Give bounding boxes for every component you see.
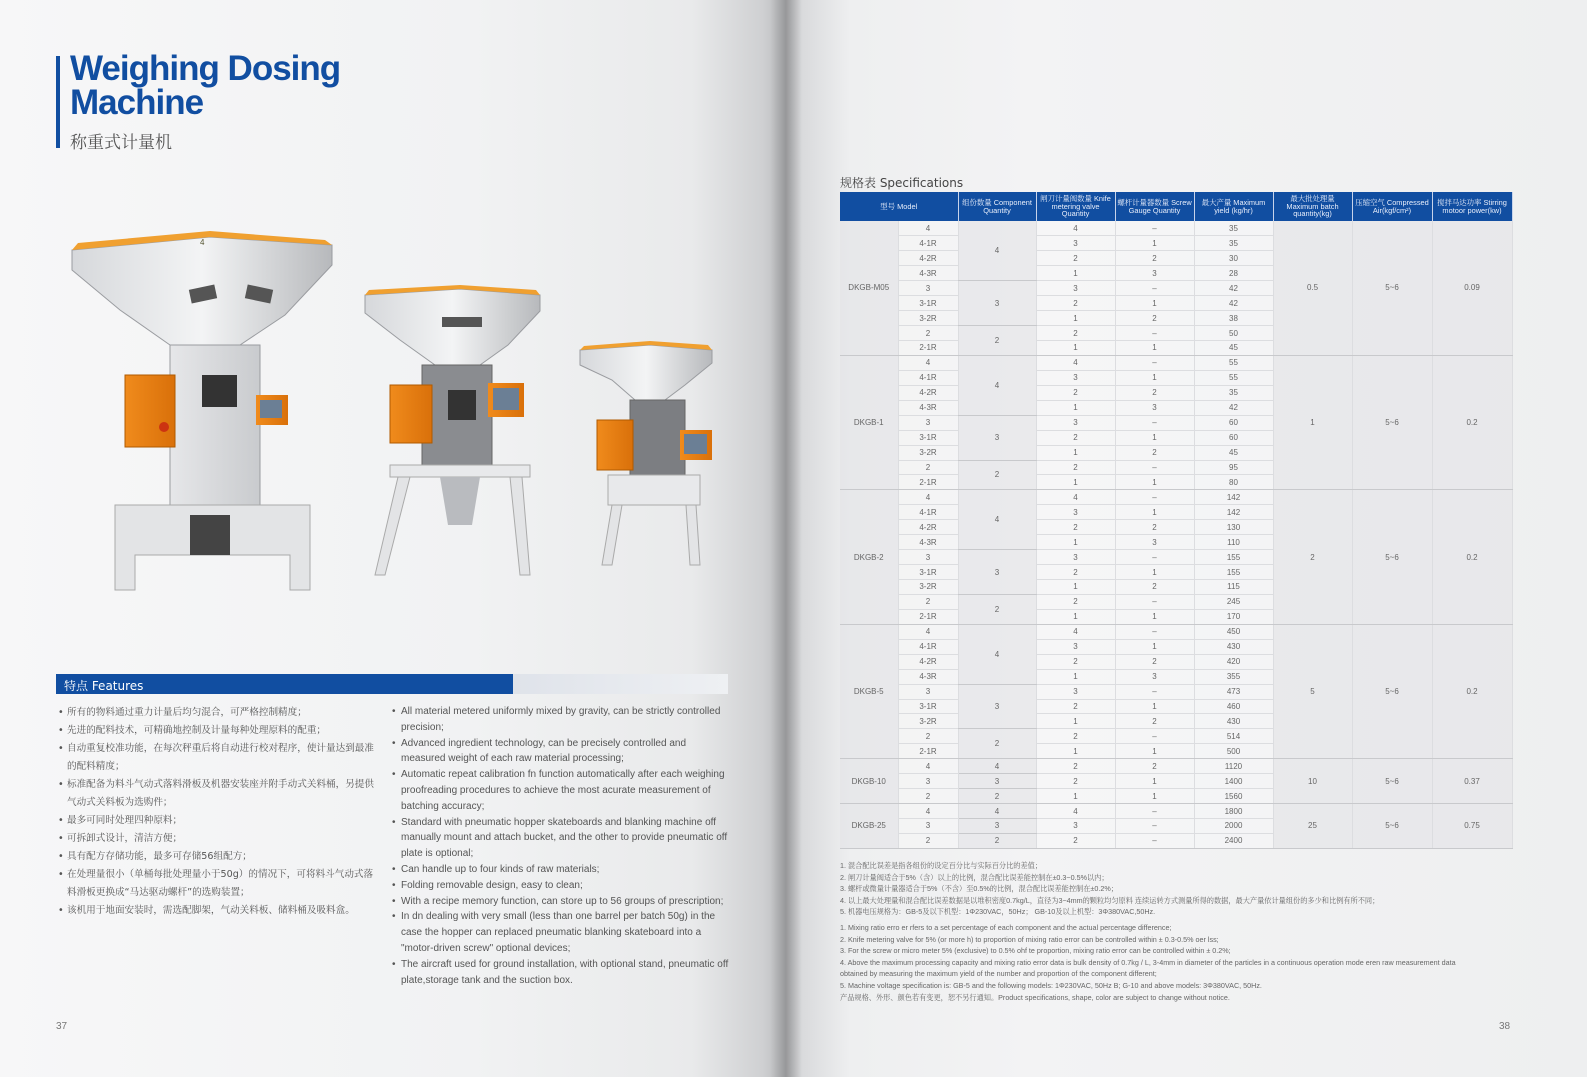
variant-cell: 3-2R (898, 311, 958, 326)
max-yield-cell: 245 (1194, 594, 1273, 609)
variant-cell: 2-1R (898, 475, 958, 490)
component-quantity-cell: 4 (958, 221, 1036, 281)
component-quantity-cell: 4 (958, 759, 1036, 774)
model-cell: DKGB-1 (840, 355, 898, 489)
note-en: 5. Machine voltage specification is: GB-5 and the following models: 1Φ230VAC, 50Hz B; G-10 and above models: 3Φ380VAC, 50Hz. (840, 980, 1262, 990)
knife-valve-cell: 1 (1036, 744, 1115, 759)
book-gutter-shadow (770, 0, 802, 1077)
header-compressed-air: 压缩空气 Compressed Air(kgf/cm²) (1352, 192, 1432, 221)
knife-valve-cell: 1 (1036, 341, 1115, 356)
max-yield-cell: 1800 (1194, 804, 1273, 819)
note-cn: 5. 机器电压规格为：GB-5及以下机型：1Φ230VAC，50Hz； GB-10及以上机型：3Φ380VAC,50Hz. (840, 907, 1156, 917)
model-cell: DKGB-5 (840, 624, 898, 758)
features-list-cn (58, 704, 376, 920)
screw-gauge-cell: – (1115, 326, 1194, 341)
max-yield-cell: 55 (1194, 355, 1273, 370)
variant-cell: 4-1R (898, 236, 958, 251)
component-quantity-cell: 3 (958, 819, 1036, 834)
feature-item: • Can handle up to four kinds of raw materials; (392, 862, 732, 878)
max-yield-cell: 38 (1194, 311, 1273, 326)
variant-cell: 3-1R (898, 430, 958, 445)
table-row (840, 624, 1512, 639)
max-yield-cell: 110 (1194, 535, 1273, 550)
knife-valve-cell: 1 (1036, 445, 1115, 460)
table-row (840, 221, 1512, 236)
variant-cell: 3 (898, 774, 958, 789)
knife-valve-cell: 3 (1036, 639, 1115, 654)
knife-valve-cell: 1 (1036, 475, 1115, 490)
max-yield-cell: 130 (1194, 520, 1273, 535)
max-yield-cell: 2000 (1194, 819, 1273, 834)
variant-cell: 4-3R (898, 266, 958, 281)
knife-valve-cell: 1 (1036, 400, 1115, 415)
note-en: 2. Knife metering valve for 5% (or more h) to proportion of mixing ratio error can be controlled within ± 0.3-0.5% oer lss; (840, 934, 1219, 944)
variant-cell: 3-1R (898, 565, 958, 580)
max-yield-cell: 50 (1194, 326, 1273, 341)
features-list-en (392, 704, 732, 988)
screw-gauge-cell: 1 (1115, 475, 1194, 490)
note-en: 1. Mixing ratio erro er rfers to a set percentage of each component and the actual percentage difference; (840, 922, 1172, 932)
knife-valve-cell: 3 (1036, 684, 1115, 699)
feature-item: • 自动重复校准功能，在每次秤重后将自动进行校对程序，使计量达到最准的配料精度； (58, 740, 376, 776)
specification-notes (840, 860, 1540, 1003)
max-yield-cell: 450 (1194, 624, 1273, 639)
max-yield-cell: 420 (1194, 654, 1273, 669)
screw-gauge-cell: 1 (1115, 370, 1194, 385)
screw-gauge-cell: – (1115, 460, 1194, 475)
screw-gauge-cell: – (1115, 729, 1194, 744)
max-yield-cell: 30 (1194, 251, 1273, 266)
compressed-air-cell: 5~6 (1352, 221, 1432, 355)
knife-valve-cell: 2 (1036, 430, 1115, 445)
max-yield-cell: 460 (1194, 699, 1273, 714)
max-yield-cell: 60 (1194, 415, 1273, 430)
knife-valve-cell: 3 (1036, 819, 1115, 834)
stirring-power-cell: 0.2 (1432, 355, 1512, 489)
variant-cell: 2-1R (898, 744, 958, 759)
title-line-1: Weighing Dosing (70, 49, 341, 88)
max-yield-cell: 35 (1194, 221, 1273, 236)
machine-illustrations (60, 215, 740, 615)
footer-note: 产品规格、外形、颜色若有变更，恕不另行通知。Product specifications, shape, color are subject to change without notice. (840, 992, 1230, 1002)
max-yield-cell: 473 (1194, 684, 1273, 699)
screw-gauge-cell: 2 (1115, 654, 1194, 669)
screw-gauge-cell: 1 (1115, 505, 1194, 520)
note-en: 4. Above the maximum processing capacity and mixing ratio error data is bulk density of 0.7kg / L, 3-4mm in diameter of the particles in a continuous operation mode eren raw measurement data (840, 957, 1456, 967)
max-yield-cell: 45 (1194, 445, 1273, 460)
screw-gauge-cell: 1 (1115, 639, 1194, 654)
knife-valve-cell: 1 (1036, 580, 1115, 595)
variant-cell: 4-3R (898, 400, 958, 415)
max-yield-cell: 60 (1194, 430, 1273, 445)
header-max-yield: 最大产量 Maximum yield (kg/hr) (1194, 192, 1273, 221)
knife-valve-cell: 2 (1036, 594, 1115, 609)
screw-gauge-cell: – (1115, 281, 1194, 296)
header-component-quantity: 组份数量 Component Quantity (958, 192, 1036, 221)
knife-valve-cell: 1 (1036, 609, 1115, 624)
knife-valve-cell: 4 (1036, 624, 1115, 639)
max-yield-cell: 142 (1194, 490, 1273, 505)
screw-gauge-cell: 1 (1115, 744, 1194, 759)
screw-gauge-cell: 3 (1115, 669, 1194, 684)
header-stirring-power: 搅拌马达功率 Stirring motoor power(kw) (1432, 192, 1512, 221)
screw-gauge-cell: 1 (1115, 236, 1194, 251)
variant-cell: 4-2R (898, 385, 958, 400)
feature-item: • Folding removable design, easy to clean; (392, 878, 732, 894)
compressed-air-cell: 5~6 (1352, 490, 1432, 624)
variant-cell: 3 (898, 281, 958, 296)
variant-cell: 2 (898, 460, 958, 475)
note-cn: 2. 闸刀计量阀适合于5%（含）以上的比例，混合配比误差能控制在±0.3~0.5%以内； (840, 872, 1109, 882)
max-yield-cell: 142 (1194, 505, 1273, 520)
screw-gauge-cell: – (1115, 415, 1194, 430)
max-yield-cell: 42 (1194, 400, 1273, 415)
screw-gauge-cell: – (1115, 833, 1194, 848)
knife-valve-cell: 1 (1036, 535, 1115, 550)
specifications-table (840, 192, 1513, 849)
header-screw-gauge: 螺杆计量器数量 Screw Gauge Quantity (1115, 192, 1194, 221)
screw-gauge-cell: – (1115, 684, 1194, 699)
knife-valve-cell: 2 (1036, 296, 1115, 311)
feature-item: • The aircraft used for ground installation, with optional stand, pneumatic off plate,storage tank and the suction box. (392, 957, 732, 989)
knife-valve-cell: 3 (1036, 505, 1115, 520)
feature-item: • All material metered uniformly mixed by gravity, can be strictly controlled precision; (392, 704, 732, 736)
feature-item: • 具有配方存储功能，最多可存储56组配方； (58, 848, 376, 866)
screw-gauge-cell: 1 (1115, 430, 1194, 445)
feature-item: • 所有的物料通过重力计量后均匀混合，可严格控制精度； (58, 704, 376, 722)
screw-gauge-cell: – (1115, 594, 1194, 609)
component-quantity-cell: 2 (958, 833, 1036, 848)
variant-cell: 2 (898, 729, 958, 744)
page-number-left: 37 (56, 1021, 68, 1032)
feature-item: • 先进的配料技术，可精确地控制及计量每种处理原料的配重； (58, 722, 376, 740)
screw-gauge-cell: – (1115, 550, 1194, 565)
knife-valve-cell: 2 (1036, 729, 1115, 744)
component-quantity-cell: 4 (958, 804, 1036, 819)
screw-gauge-cell: – (1115, 624, 1194, 639)
max-yield-cell: 1120 (1194, 759, 1273, 774)
feature-item: • 在处理量很小（单桶每批处理量小于50g）的情况下，可将料斗气动式落料滑板更换成“马达驱动螺杆”的选购装置； (58, 866, 376, 902)
max-yield-cell: 35 (1194, 236, 1273, 251)
screw-gauge-cell: 1 (1115, 774, 1194, 789)
component-quantity-cell: 3 (958, 281, 1036, 326)
max-yield-cell: 55 (1194, 370, 1273, 385)
variant-cell: 3-1R (898, 699, 958, 714)
knife-valve-cell: 3 (1036, 370, 1115, 385)
knife-valve-cell: 1 (1036, 669, 1115, 684)
screw-gauge-cell: 2 (1115, 445, 1194, 460)
knife-valve-cell: 4 (1036, 804, 1115, 819)
table-row (840, 490, 1512, 505)
max-yield-cell: 1400 (1194, 774, 1273, 789)
feature-item: • Standard with pneumatic hopper skateboards and blanking machine off manually mount and attach bucket, and the other to provide pneumatic off plate is optional; (392, 815, 732, 862)
note-cn: 4. 以上最大处理量和混合配比误差数据是以堆积密度0.7kg/L，直径为3~4mm的颗粒均匀原料 连续运转方式测量所得的数据，最大产量依计量组份的多少和比例有所不同； (840, 895, 1380, 905)
knife-valve-cell: 4 (1036, 490, 1115, 505)
variant-cell: 3 (898, 415, 958, 430)
max-yield-cell: 430 (1194, 639, 1273, 654)
model-cell: DKGB-10 (840, 759, 898, 804)
screw-gauge-cell: – (1115, 221, 1194, 236)
component-quantity-cell: 2 (958, 729, 1036, 759)
features-heading: 特点 Features (64, 679, 144, 693)
svg-text:4: 4 (200, 238, 205, 247)
note-cn: 1. 混合配比误差是指各组份的设定百分比与实际百分比的差值； (840, 861, 1043, 870)
table-header-row (840, 192, 1512, 221)
max-yield-cell: 42 (1194, 281, 1273, 296)
screw-gauge-cell: – (1115, 355, 1194, 370)
model-cell: DKGB-2 (840, 490, 898, 624)
variant-cell: 2 (898, 594, 958, 609)
screw-gauge-cell: 2 (1115, 251, 1194, 266)
page-title (70, 49, 341, 122)
feature-item: • Automatic repeat calibration fn function automatically after each weighing proofreading procedures to achieve the most acurate measurement of batching accuracy; (392, 767, 732, 814)
component-quantity-cell: 3 (958, 684, 1036, 729)
screw-gauge-cell: 1 (1115, 341, 1194, 356)
component-quantity-cell: 2 (958, 789, 1036, 804)
variant-cell: 4-1R (898, 639, 958, 654)
max-yield-cell: 170 (1194, 609, 1273, 624)
max-yield-cell: 45 (1194, 341, 1273, 356)
max-yield-cell: 80 (1194, 475, 1273, 490)
stirring-power-cell: 0.75 (1432, 804, 1512, 849)
machine-small (580, 341, 712, 565)
knife-valve-cell: 2 (1036, 759, 1115, 774)
screw-gauge-cell: 2 (1115, 580, 1194, 595)
stirring-power-cell: 0.2 (1432, 624, 1512, 758)
knife-valve-cell: 1 (1036, 714, 1115, 729)
component-quantity-cell: 2 (958, 326, 1036, 356)
variant-cell: 4-3R (898, 669, 958, 684)
machine-large (72, 231, 332, 590)
variant-cell: 3-1R (898, 296, 958, 311)
max-yield-cell: 28 (1194, 266, 1273, 281)
screw-gauge-cell: 2 (1115, 759, 1194, 774)
compressed-air-cell: 5~6 (1352, 804, 1432, 849)
knife-valve-cell: 2 (1036, 326, 1115, 341)
screw-gauge-cell: 2 (1115, 520, 1194, 535)
knife-valve-cell: 4 (1036, 355, 1115, 370)
feature-item: • 可拆卸式设计，清洁方便； (58, 830, 376, 848)
stirring-power-cell: 0.2 (1432, 490, 1512, 624)
knife-valve-cell: 1 (1036, 266, 1115, 281)
variant-cell: 4 (898, 759, 958, 774)
component-quantity-cell: 2 (958, 460, 1036, 490)
variant-cell: 4-1R (898, 505, 958, 520)
variant-cell: 4 (898, 490, 958, 505)
variant-cell: 2 (898, 326, 958, 341)
knife-valve-cell: 3 (1036, 415, 1115, 430)
component-quantity-cell: 3 (958, 415, 1036, 460)
knife-valve-cell: 4 (1036, 221, 1115, 236)
max-yield-cell: 42 (1194, 296, 1273, 311)
title-accent-bar (56, 56, 60, 148)
variant-cell: 4-1R (898, 370, 958, 385)
page-number-right: 38 (1499, 1021, 1511, 1032)
max-yield-cell: 95 (1194, 460, 1273, 475)
knife-valve-cell: 2 (1036, 385, 1115, 400)
stirring-power-cell: 0.09 (1432, 221, 1512, 355)
feature-item: • 标准配备为料斗气动式落料滑板及机器安装座并附手动式关料桶，另提供气动式关料板为选购件； (58, 776, 376, 812)
screw-gauge-cell: – (1115, 819, 1194, 834)
knife-valve-cell: 2 (1036, 833, 1115, 848)
table-row (840, 355, 1512, 370)
left-page (0, 0, 786, 1077)
component-quantity-cell: 4 (958, 624, 1036, 684)
features-heading-bar (56, 674, 728, 694)
variant-cell: 4-2R (898, 654, 958, 669)
spec-title: 规格表 Specifications (840, 176, 964, 190)
knife-valve-cell: 3 (1036, 281, 1115, 296)
feature-item: • 该机用于地面安装时，需选配脚架，气动关料板、储料桶及吸料盒。 (58, 902, 376, 920)
variant-cell: 4 (898, 221, 958, 236)
compressed-air-cell: 5~6 (1352, 759, 1432, 804)
screw-gauge-cell: – (1115, 490, 1194, 505)
stirring-power-cell: 0.37 (1432, 759, 1512, 804)
knife-valve-cell: 1 (1036, 311, 1115, 326)
max-batch-cell: 25 (1273, 804, 1352, 849)
component-quantity-cell: 4 (958, 355, 1036, 415)
variant-cell: 2 (898, 789, 958, 804)
max-yield-cell: 155 (1194, 565, 1273, 580)
max-yield-cell: 155 (1194, 550, 1273, 565)
note-en: obtained by measuring the maximum yield of the number and proportion of the component different; (840, 969, 1157, 979)
component-quantity-cell: 3 (958, 774, 1036, 789)
screw-gauge-cell: 2 (1115, 714, 1194, 729)
model-cell: DKGB-M05 (840, 221, 898, 355)
variant-cell: 4 (898, 804, 958, 819)
knife-valve-cell: 3 (1036, 550, 1115, 565)
max-batch-cell: 10 (1273, 759, 1352, 804)
max-batch-cell: 0.5 (1273, 221, 1352, 355)
knife-valve-cell: 2 (1036, 520, 1115, 535)
screw-gauge-cell: 3 (1115, 535, 1194, 550)
max-yield-cell: 514 (1194, 729, 1273, 744)
compressed-air-cell: 5~6 (1352, 355, 1432, 489)
feature-item: • 最多可同时处理四种原料； (58, 812, 376, 830)
right-page (786, 0, 1587, 1077)
variant-cell: 4-2R (898, 520, 958, 535)
table-row (840, 759, 1512, 774)
machine-medium (365, 285, 540, 575)
knife-valve-cell: 2 (1036, 774, 1115, 789)
variant-cell: 3 (898, 550, 958, 565)
table-row (840, 804, 1512, 819)
variant-cell: 3 (898, 684, 958, 699)
max-yield-cell: 2400 (1194, 833, 1273, 848)
header-max-batch: 最大批处理量 Maximum batch quantity(kg) (1273, 192, 1352, 221)
screw-gauge-cell: 1 (1115, 565, 1194, 580)
knife-valve-cell: 3 (1036, 236, 1115, 251)
note-en: 3. For the screw or micro meter 5% (exclusive) to 0.5% ohf te proportion, mixing ratio error can be controlled within ± 0.2%; (840, 946, 1231, 956)
variant-cell: 4-3R (898, 535, 958, 550)
component-quantity-cell: 2 (958, 594, 1036, 624)
max-yield-cell: 35 (1194, 385, 1273, 400)
max-batch-cell: 5 (1273, 624, 1352, 758)
variant-cell: 3-2R (898, 714, 958, 729)
variant-cell: 4 (898, 355, 958, 370)
model-cell: DKGB-25 (840, 804, 898, 849)
note-cn: 3. 螺杆或微量计量器适合于5%（不含）至0.5%的比例，混合配比误差能控制在±0.2%； (840, 884, 1118, 894)
variant-cell: 4 (898, 624, 958, 639)
knife-valve-cell: 2 (1036, 654, 1115, 669)
knife-valve-cell: 2 (1036, 699, 1115, 714)
variant-cell: 3-2R (898, 445, 958, 460)
feature-item: • With a recipe memory function, can store up to 56 groups of prescription; (392, 894, 732, 910)
compressed-air-cell: 5~6 (1352, 624, 1432, 758)
variant-cell: 2 (898, 833, 958, 848)
max-yield-cell: 115 (1194, 580, 1273, 595)
header-model: 型号 Model (840, 192, 958, 221)
screw-gauge-cell: 2 (1115, 385, 1194, 400)
screw-gauge-cell: 2 (1115, 311, 1194, 326)
header-knife-valve: 闸刀计量阀数量 Knife metering valve Quantity (1036, 192, 1115, 221)
screw-gauge-cell: 1 (1115, 609, 1194, 624)
variant-cell: 2-1R (898, 609, 958, 624)
max-batch-cell: 2 (1273, 490, 1352, 624)
max-batch-cell: 1 (1273, 355, 1352, 489)
knife-valve-cell: 2 (1036, 251, 1115, 266)
variant-cell: 4-2R (898, 251, 958, 266)
screw-gauge-cell: – (1115, 804, 1194, 819)
max-yield-cell: 1560 (1194, 789, 1273, 804)
knife-valve-cell: 2 (1036, 565, 1115, 580)
specifications-table-body (840, 221, 1512, 848)
component-quantity-cell: 3 (958, 550, 1036, 595)
title-line-2: Machine (70, 83, 204, 122)
feature-item: • In dn dealing with very small (less than one barrel per batch 50g) in the case the hopper can replaced pneumatic blanking skateboard into a "motor-driven screw" optional devices; (392, 909, 732, 956)
page-title-cn: 称重式计量机 (70, 133, 172, 153)
variant-cell: 3 (898, 819, 958, 834)
max-yield-cell: 430 (1194, 714, 1273, 729)
max-yield-cell: 355 (1194, 669, 1273, 684)
screw-gauge-cell: 1 (1115, 699, 1194, 714)
max-yield-cell: 500 (1194, 744, 1273, 759)
screw-gauge-cell: 1 (1115, 296, 1194, 311)
screw-gauge-cell: 3 (1115, 266, 1194, 281)
screw-gauge-cell: 3 (1115, 400, 1194, 415)
screw-gauge-cell: 1 (1115, 789, 1194, 804)
knife-valve-cell: 2 (1036, 460, 1115, 475)
variant-cell: 2-1R (898, 341, 958, 356)
variant-cell: 3-2R (898, 580, 958, 595)
feature-item: • Advanced ingredient technology, can be precisely controlled and measured weight of each raw material processing; (392, 736, 732, 768)
component-quantity-cell: 4 (958, 490, 1036, 550)
knife-valve-cell: 1 (1036, 789, 1115, 804)
